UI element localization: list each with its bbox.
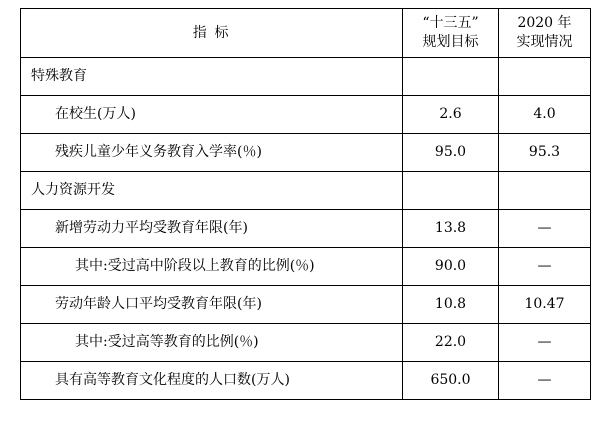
column-header-indicator-text: 指 标 — [192, 24, 231, 41]
column-header-actual-line2: 实现情况 — [516, 34, 573, 50]
table-row — [21, 134, 591, 172]
table-row — [21, 210, 591, 248]
row-indicator: 在校生(万人) — [21, 96, 403, 134]
row-target-value: 10.8 — [403, 286, 499, 324]
row-target-value: 95.0 — [403, 134, 499, 172]
row-actual-value: — — [499, 248, 591, 286]
row-actual-value: 4.0 — [499, 96, 591, 134]
row-actual-value: — — [499, 362, 591, 400]
row-actual-value: — — [499, 324, 591, 362]
row-target-value: 650.0 — [403, 362, 499, 400]
table-row — [21, 362, 591, 400]
column-header-target-line1: “十三五” — [422, 15, 479, 32]
table-header — [21, 9, 591, 58]
row-indicator: 劳动年龄人口平均受教育年限(年) — [21, 286, 403, 324]
statistics-table — [20, 8, 591, 400]
table-row — [21, 96, 591, 134]
row-actual-value: 10.47 — [499, 286, 591, 324]
row-actual-value — [499, 172, 591, 210]
row-indicator: 残疾儿童少年义务教育入学率(％) — [21, 134, 403, 172]
row-actual-value: — — [499, 210, 591, 248]
document-page — [0, 8, 612, 430]
row-indicator: 其中:受过高中阶段以上教育的比例(％) — [21, 248, 403, 286]
table-body — [21, 58, 591, 400]
row-target-value: 90.0 — [403, 248, 499, 286]
row-target-value: 13.8 — [403, 210, 499, 248]
row-indicator: 具有高等教育文化程度的人口数(万人) — [21, 362, 403, 400]
table-row — [21, 286, 591, 324]
column-header-actual-line1: 2020 年 — [517, 15, 572, 32]
column-header-indicator — [21, 9, 403, 58]
row-target-value — [403, 58, 499, 96]
row-indicator: 人力资源开发 — [21, 172, 403, 210]
row-target-value: 2.6 — [403, 96, 499, 134]
column-header-target-line2: 规划目标 — [422, 34, 479, 50]
row-actual-value: 95.3 — [499, 134, 591, 172]
row-target-value: 22.0 — [403, 324, 499, 362]
row-indicator: 其中:受过高等教育的比例(％) — [21, 324, 403, 362]
header-row — [21, 9, 591, 58]
row-actual-value — [499, 58, 591, 96]
row-indicator: 新增劳动力平均受教育年限(年) — [21, 210, 403, 248]
table-row — [21, 248, 591, 286]
table-row — [21, 324, 591, 362]
column-header-target — [403, 9, 499, 58]
column-header-actual — [499, 9, 591, 58]
row-target-value — [403, 172, 499, 210]
row-indicator: 特殊教育 — [21, 58, 403, 96]
table-row — [21, 58, 591, 96]
table-row — [21, 172, 591, 210]
